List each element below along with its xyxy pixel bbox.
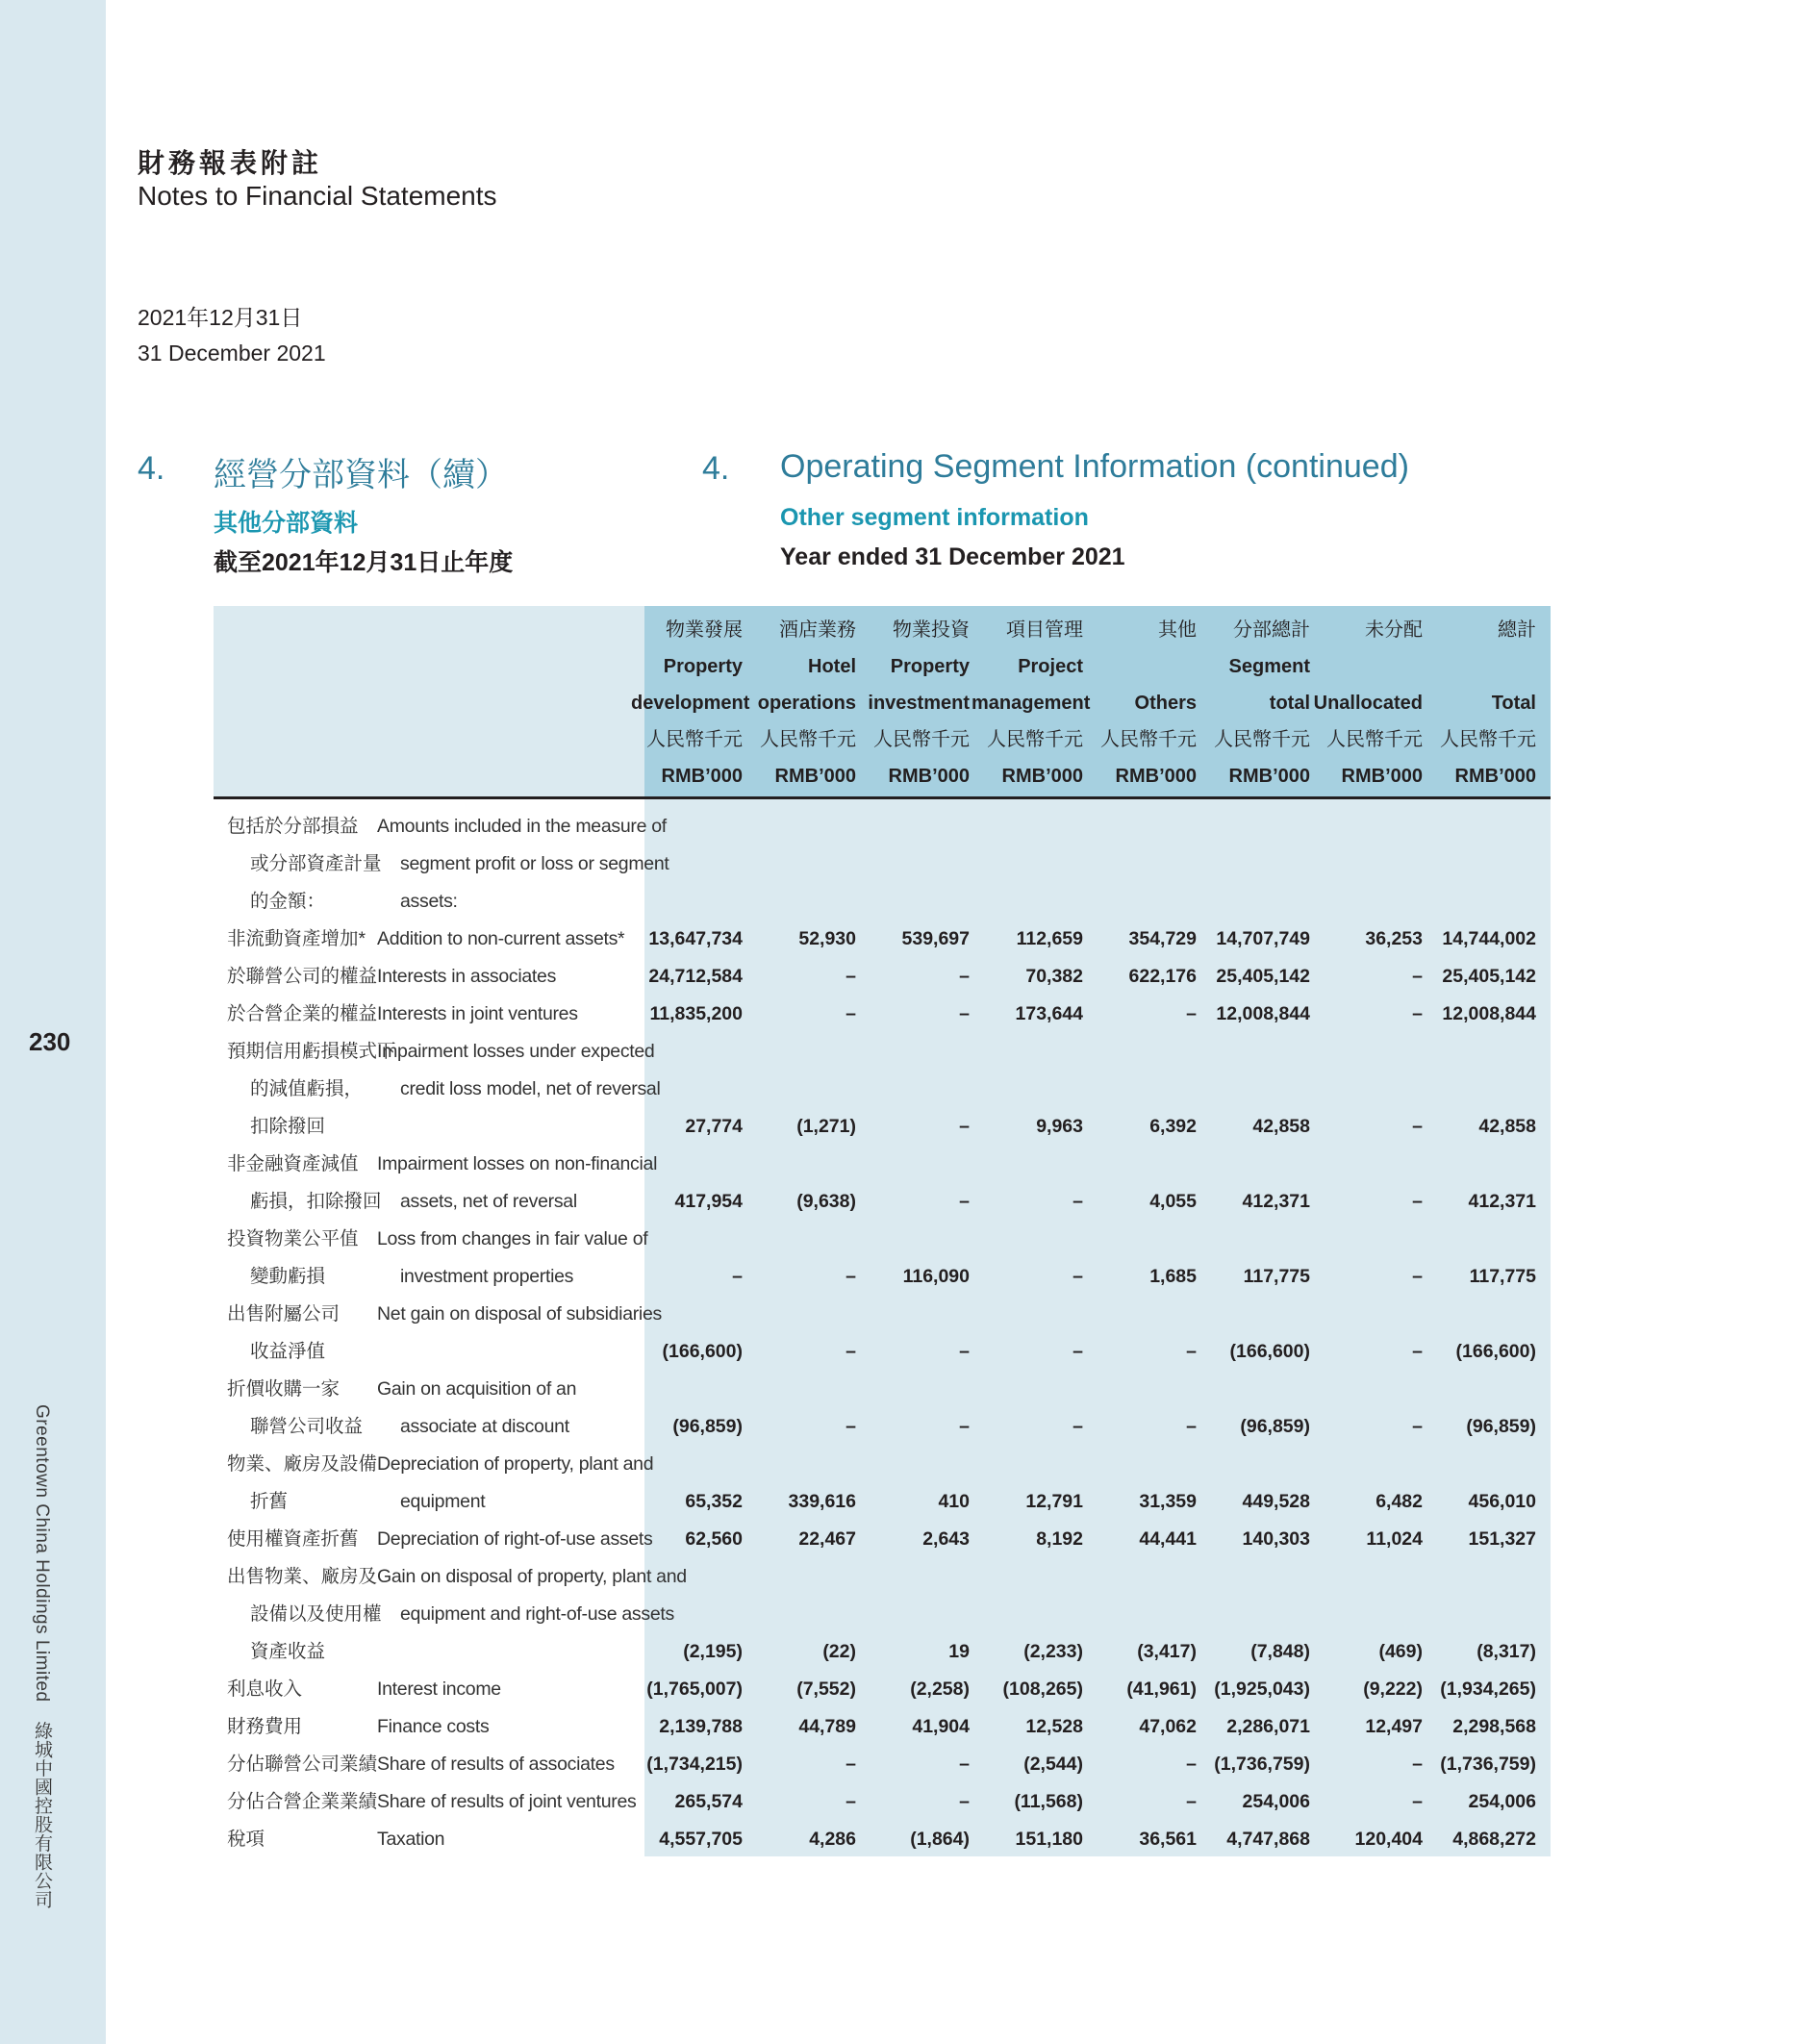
- value-cell: –: [1186, 1754, 1197, 1775]
- value-cell: 6,482: [1375, 1491, 1423, 1512]
- row-label-en: Gain on acquisition of an: [377, 1378, 577, 1400]
- column-header: [631, 612, 750, 795]
- section-number-zh: 4.: [138, 450, 165, 487]
- value-cell: 44,789: [798, 1716, 856, 1737]
- value-cell: 116,090: [902, 1266, 970, 1287]
- section-number-en: 4.: [702, 450, 730, 487]
- column-header-en1: [1085, 648, 1197, 685]
- column-header-unit-en: RMB’000: [1341, 766, 1423, 787]
- value-cell: 19: [948, 1641, 970, 1662]
- column-header-unit-en: RMB’000: [774, 766, 856, 787]
- value-cell: –: [845, 1003, 856, 1024]
- value-cell: 151,327: [1468, 1528, 1536, 1550]
- row-label-zh: 包括於分部損益: [227, 816, 359, 837]
- table-row-line: [214, 1333, 1551, 1371]
- table-row-line: [214, 921, 1551, 958]
- value-cell: (41,961): [1126, 1678, 1197, 1700]
- value-cell: 412,371: [1468, 1191, 1536, 1212]
- value-cell: –: [1073, 1266, 1083, 1287]
- row-label-en: Impairment losses on non-financial: [377, 1153, 658, 1174]
- column-header-unit-en: RMB’000: [888, 766, 970, 787]
- value-cell: 117,775: [1243, 1266, 1310, 1287]
- row-label-zh: 的金額：: [250, 891, 326, 912]
- value-cell: 112,659: [1016, 928, 1083, 949]
- column-header: [744, 612, 856, 795]
- value-cell: 117,775: [1469, 1266, 1536, 1287]
- table-header-rule: [214, 796, 1551, 799]
- value-cell: 9,963: [1036, 1116, 1083, 1137]
- value-cell: 151,180: [1015, 1829, 1083, 1850]
- row-label-en: Share of results of joint ventures: [377, 1791, 637, 1812]
- segment-table: [214, 606, 1551, 1856]
- value-cell: 24,712,584: [648, 966, 743, 987]
- column-header-en2: management: [972, 693, 1091, 714]
- column-header-zh: 物業投資: [893, 619, 970, 641]
- year-title-zh: 截至2021年12月31日止年度: [214, 549, 514, 576]
- company-name: Greentown China Holdings Limited 綠城中國控股有限公司: [32, 1404, 52, 1909]
- value-cell: 120,404: [1354, 1829, 1423, 1850]
- table-row-line: [214, 1746, 1551, 1783]
- column-header-en2: Total: [1491, 693, 1536, 714]
- value-cell: 12,497: [1365, 1716, 1423, 1737]
- column-header-zh: 未分配: [1365, 619, 1423, 641]
- column-header-en1: [1311, 648, 1423, 685]
- value-cell: 4,868,272: [1452, 1829, 1536, 1850]
- row-label-en: credit loss model, net of reversal: [400, 1078, 661, 1099]
- subtitle-zh: 其他分部資料: [214, 510, 359, 537]
- value-cell: 22,467: [798, 1528, 856, 1550]
- value-cell: –: [845, 1341, 856, 1362]
- value-cell: (11,568): [1014, 1791, 1083, 1812]
- value-cell: 417,954: [674, 1191, 743, 1212]
- row-label-en: assets, net of reversal: [400, 1191, 577, 1212]
- value-cell: 2,286,071: [1226, 1716, 1310, 1737]
- value-cell: 254,006: [1468, 1791, 1536, 1812]
- value-cell: 65,352: [685, 1491, 743, 1512]
- page-number: 230: [29, 1027, 71, 1056]
- value-cell: 1,685: [1149, 1266, 1197, 1287]
- row-label-zh: 折舊: [250, 1491, 289, 1512]
- table-row-line: [214, 1821, 1551, 1858]
- table-row-line: [214, 1708, 1551, 1746]
- column-header-en2: development: [631, 693, 750, 714]
- value-cell: (1,736,759): [1440, 1754, 1536, 1775]
- value-cell: –: [845, 966, 856, 987]
- row-label-en: segment profit or loss or segment: [400, 853, 669, 874]
- column-header-zh: 總計: [1498, 619, 1536, 641]
- value-cell: (7,552): [796, 1678, 856, 1700]
- value-cell: –: [959, 1791, 970, 1812]
- value-cell: –: [1412, 1416, 1423, 1437]
- value-cell: 410: [938, 1491, 970, 1512]
- column-header-unit-zh: 人民幣千元: [1100, 729, 1197, 750]
- value-cell: –: [1073, 1191, 1083, 1212]
- value-cell: –: [845, 1266, 856, 1287]
- row-label-zh: 稅項: [227, 1829, 265, 1850]
- value-cell: –: [1412, 1754, 1423, 1775]
- value-cell: –: [732, 1266, 743, 1287]
- table-row-line: [214, 1783, 1551, 1821]
- column-header: [858, 612, 970, 795]
- row-label-zh: 分佔合營企業業績: [227, 1791, 378, 1812]
- value-cell: –: [1186, 1003, 1197, 1024]
- row-label-zh: 折價收購一家: [227, 1378, 341, 1400]
- column-header: [1425, 612, 1536, 795]
- row-label-zh: 的減值虧損，: [250, 1078, 364, 1099]
- table-row-line: [214, 1296, 1551, 1333]
- value-cell: –: [1412, 1341, 1423, 1362]
- value-cell: 12,528: [1025, 1716, 1083, 1737]
- value-cell: 13,647,734: [648, 928, 743, 949]
- value-cell: 11,835,200: [649, 1003, 743, 1024]
- value-cell: 42,858: [1478, 1116, 1536, 1137]
- value-cell: 14,707,749: [1216, 928, 1310, 949]
- row-label-en: Depreciation of right-of-use assets: [377, 1528, 653, 1550]
- value-cell: (2,544): [1023, 1754, 1083, 1775]
- section-title-zh: 經營分部資料（續）: [214, 457, 508, 493]
- row-label-en: equipment and right-of-use assets: [400, 1603, 674, 1625]
- column-header: [972, 612, 1091, 795]
- value-cell: 62,560: [685, 1528, 743, 1550]
- value-cell: –: [1412, 1791, 1423, 1812]
- table-row-line: [214, 1146, 1551, 1183]
- value-cell: 4,286: [809, 1829, 856, 1850]
- value-cell: 173,644: [1015, 1003, 1083, 1024]
- value-cell: (9,222): [1363, 1678, 1423, 1700]
- column-header-en1: Hotel: [808, 656, 856, 677]
- value-cell: 4,747,868: [1226, 1829, 1310, 1850]
- value-cell: 2,643: [922, 1528, 970, 1550]
- row-label-zh: 財務費用: [227, 1716, 303, 1737]
- row-label-zh: 虧損，扣除撥回: [250, 1191, 382, 1212]
- row-label-zh: 分佔聯營公司業績: [227, 1754, 378, 1775]
- table-row-line: [214, 958, 1551, 996]
- value-cell: 456,010: [1468, 1491, 1536, 1512]
- value-cell: –: [1412, 1266, 1423, 1287]
- column-header-unit-en: RMB’000: [1115, 766, 1197, 787]
- row-label-zh: 投資物業公平值: [227, 1228, 359, 1249]
- value-cell: (1,271): [796, 1116, 856, 1137]
- value-cell: 42,858: [1252, 1116, 1310, 1137]
- value-cell: 14,744,002: [1442, 928, 1536, 949]
- value-cell: (166,600): [1455, 1341, 1536, 1362]
- row-label-en: Taxation: [377, 1829, 445, 1850]
- value-cell: 12,008,844: [1216, 1003, 1310, 1024]
- value-cell: 41,904: [912, 1716, 970, 1737]
- value-cell: 70,382: [1025, 966, 1083, 987]
- table-row-line: [214, 1071, 1551, 1108]
- date-zh: 2021年12月31日: [138, 305, 303, 330]
- value-cell: –: [959, 1754, 970, 1775]
- value-cell: (1,864): [910, 1829, 970, 1850]
- value-cell: 265,574: [674, 1791, 743, 1812]
- table-row-line: [214, 1446, 1551, 1483]
- value-cell: 449,528: [1242, 1491, 1310, 1512]
- row-label-en: Net gain on disposal of subsidiaries: [377, 1303, 662, 1325]
- row-label-zh: 變動虧損: [250, 1266, 326, 1287]
- value-cell: 6,392: [1149, 1116, 1197, 1137]
- row-label-zh: 聯營公司收益: [250, 1416, 364, 1437]
- column-header-en1: Segment: [1228, 656, 1310, 677]
- column-header-unit-en: RMB’000: [1454, 766, 1536, 787]
- row-label-en: Finance costs: [377, 1716, 490, 1737]
- value-cell: (2,258): [910, 1678, 970, 1700]
- value-cell: –: [845, 1416, 856, 1437]
- column-header-unit-zh: 人民幣千元: [646, 729, 743, 750]
- section-title-en: Operating Segment Information (continued): [780, 448, 1409, 485]
- value-cell: –: [959, 1416, 970, 1437]
- value-cell: –: [845, 1754, 856, 1775]
- date-en: 31 December 2021: [138, 341, 326, 366]
- row-label-zh: 或分部資產計量: [250, 853, 382, 874]
- header-title-zh: 財務報表附註: [138, 147, 323, 179]
- value-cell: 140,303: [1242, 1528, 1310, 1550]
- value-cell: 4,557,705: [659, 1829, 743, 1850]
- row-label-zh: 利息收入: [227, 1678, 303, 1700]
- row-label-en: investment properties: [400, 1266, 574, 1287]
- value-cell: 354,729: [1128, 928, 1197, 949]
- value-cell: –: [1412, 1191, 1423, 1212]
- value-cell: 412,371: [1242, 1191, 1310, 1212]
- row-label-en: assets:: [400, 891, 458, 912]
- value-cell: (96,859): [1240, 1416, 1310, 1437]
- table-row-line: [214, 883, 1551, 921]
- value-cell: 4,055: [1149, 1191, 1197, 1212]
- value-cell: 31,359: [1139, 1491, 1197, 1512]
- row-label-en: Depreciation of property, plant and: [377, 1453, 654, 1475]
- value-cell: 2,139,788: [659, 1716, 743, 1737]
- column-header-zh: 物業發展: [666, 619, 743, 641]
- row-label-zh: 於聯營公司的權益: [227, 966, 378, 987]
- header-title-en: Notes to Financial Statements: [138, 181, 497, 211]
- table-row-line: [214, 996, 1551, 1033]
- value-cell: (1,925,043): [1214, 1678, 1310, 1700]
- value-cell: 539,697: [901, 928, 970, 949]
- row-label-zh: 非流動資產增加*: [227, 928, 366, 949]
- value-cell: 44,441: [1139, 1528, 1197, 1550]
- value-cell: –: [959, 1341, 970, 1362]
- value-cell: 11,024: [1366, 1528, 1423, 1550]
- value-cell: 12,791: [1025, 1491, 1083, 1512]
- table-row-line: [214, 1483, 1551, 1521]
- column-header-zh: 酒店業務: [779, 619, 856, 641]
- row-label-en: Impairment losses under expected: [377, 1041, 655, 1062]
- value-cell: (3,417): [1137, 1641, 1197, 1662]
- row-label-zh: 出售附屬公司: [227, 1303, 341, 1325]
- row-label-zh: 扣除撥回: [250, 1116, 326, 1137]
- column-header: [1199, 612, 1310, 795]
- value-cell: 12,008,844: [1442, 1003, 1536, 1024]
- value-cell: (1,765,007): [646, 1678, 743, 1700]
- value-cell: (9,638): [796, 1191, 856, 1212]
- value-cell: –: [1412, 1116, 1423, 1137]
- column-header: [1085, 612, 1197, 795]
- value-cell: (166,600): [662, 1341, 743, 1362]
- value-cell: 8,192: [1036, 1528, 1083, 1550]
- column-header-unit-zh: 人民幣千元: [1326, 729, 1423, 750]
- column-header-zh: 項目管理: [1006, 619, 1083, 641]
- value-cell: (166,600): [1229, 1341, 1310, 1362]
- value-cell: 52,930: [798, 928, 856, 949]
- table-row-line: [214, 1371, 1551, 1408]
- value-cell: 2,298,568: [1452, 1716, 1536, 1737]
- value-cell: 254,006: [1242, 1791, 1310, 1812]
- value-cell: (1,736,759): [1214, 1754, 1310, 1775]
- table-row-line: [214, 808, 1551, 845]
- column-header-unit-zh: 人民幣千元: [1440, 729, 1536, 750]
- value-cell: (96,859): [1466, 1416, 1536, 1437]
- column-header: [1311, 612, 1423, 795]
- value-cell: –: [1186, 1416, 1197, 1437]
- value-cell: –: [845, 1791, 856, 1812]
- row-label-en: associate at discount: [400, 1416, 569, 1437]
- table-row-line: [214, 1521, 1551, 1558]
- column-header-zh: 分部總計: [1233, 619, 1310, 641]
- value-cell: –: [1412, 1003, 1423, 1024]
- column-header-en1: Project: [1018, 656, 1083, 677]
- table-row-line: [214, 1033, 1551, 1071]
- row-label-zh: 設備以及使用權: [250, 1603, 382, 1625]
- row-label-zh: 非金融資產減值: [227, 1153, 359, 1174]
- column-header-unit-en: RMB’000: [661, 766, 743, 787]
- value-cell: –: [1073, 1416, 1083, 1437]
- value-cell: (1,934,265): [1440, 1678, 1536, 1700]
- column-header-en2: Unallocated: [1313, 693, 1423, 714]
- year-title-en: Year ended 31 December 2021: [780, 543, 1125, 570]
- table-row-line: [214, 1596, 1551, 1633]
- row-label-en: Amounts included in the measure of: [377, 816, 667, 837]
- table-row-line: [214, 1408, 1551, 1446]
- value-cell: –: [959, 1116, 970, 1137]
- row-label-zh: 出售物業、廠房及: [227, 1566, 378, 1587]
- table-row-line: [214, 1633, 1551, 1671]
- table-row-line: [214, 1183, 1551, 1221]
- value-cell: 25,405,142: [1216, 966, 1310, 987]
- table-row-line: [214, 845, 1551, 883]
- value-cell: (469): [1378, 1641, 1423, 1662]
- value-cell: (108,265): [1002, 1678, 1083, 1700]
- value-cell: 27,774: [685, 1116, 743, 1137]
- value-cell: (96,859): [672, 1416, 743, 1437]
- column-header-en1: Property: [663, 656, 743, 677]
- table-row-line: [214, 1221, 1551, 1258]
- row-label-en: Share of results of associates: [377, 1754, 615, 1775]
- row-label-zh: 收益淨值: [250, 1341, 326, 1362]
- row-label-en: Loss from changes in fair value of: [377, 1228, 648, 1249]
- subtitle-en: Other segment information: [780, 504, 1089, 531]
- value-cell: –: [1412, 966, 1423, 987]
- column-header-en2: total: [1269, 693, 1310, 714]
- row-label-en: equipment: [400, 1491, 486, 1512]
- value-cell: (1,734,215): [646, 1754, 743, 1775]
- row-label-en: Interests in associates: [377, 966, 557, 987]
- column-header-unit-en: RMB’000: [1228, 766, 1310, 787]
- column-header-unit-zh: 人民幣千元: [760, 729, 856, 750]
- column-header-zh: 其他: [1158, 619, 1197, 641]
- value-cell: 47,062: [1139, 1716, 1197, 1737]
- row-label-en: Addition to non-current assets*: [377, 928, 625, 949]
- value-cell: (8,317): [1476, 1641, 1536, 1662]
- column-header-en2: investment: [868, 693, 970, 714]
- row-label-en: Gain on disposal of property, plant and: [377, 1566, 687, 1587]
- column-header-unit-zh: 人民幣千元: [873, 729, 970, 750]
- value-cell: –: [959, 1003, 970, 1024]
- column-header-en2: operations: [757, 693, 856, 714]
- row-label-zh: 預期信用虧損模式下: [227, 1041, 396, 1062]
- column-header-unit-zh: 人民幣千元: [1214, 729, 1310, 750]
- row-label-zh: 於合營企業的權益: [227, 1003, 378, 1024]
- row-label-zh: 物業、廠房及設備: [227, 1453, 378, 1475]
- row-label-zh: 使用權資產折舊: [227, 1528, 359, 1550]
- table-row-line: [214, 1671, 1551, 1708]
- column-header-en1: Property: [890, 656, 970, 677]
- row-label-en: Interests in joint ventures: [377, 1003, 578, 1024]
- column-header-en2: Others: [1134, 693, 1197, 714]
- value-cell: –: [959, 1191, 970, 1212]
- column-header-unit-en: RMB’000: [1001, 766, 1083, 787]
- value-cell: 36,561: [1139, 1829, 1197, 1850]
- value-cell: (2,195): [683, 1641, 743, 1662]
- value-cell: –: [1186, 1341, 1197, 1362]
- value-cell: 36,253: [1365, 928, 1423, 949]
- row-label-zh: 資產收益: [250, 1641, 326, 1662]
- value-cell: (22): [822, 1641, 856, 1662]
- column-header-unit-zh: 人民幣千元: [987, 729, 1083, 750]
- value-cell: (2,233): [1023, 1641, 1083, 1662]
- value-cell: –: [959, 966, 970, 987]
- row-label-en: Interest income: [377, 1678, 501, 1700]
- value-cell: –: [1073, 1341, 1083, 1362]
- table-row-line: [214, 1558, 1551, 1596]
- table-row-line: [214, 1108, 1551, 1146]
- value-cell: 339,616: [788, 1491, 856, 1512]
- value-cell: 622,176: [1128, 966, 1197, 987]
- value-cell: (7,848): [1250, 1641, 1310, 1662]
- column-header-en1: [1425, 648, 1536, 685]
- value-cell: 25,405,142: [1442, 966, 1536, 987]
- value-cell: –: [1186, 1791, 1197, 1812]
- table-row-line: [214, 1258, 1551, 1296]
